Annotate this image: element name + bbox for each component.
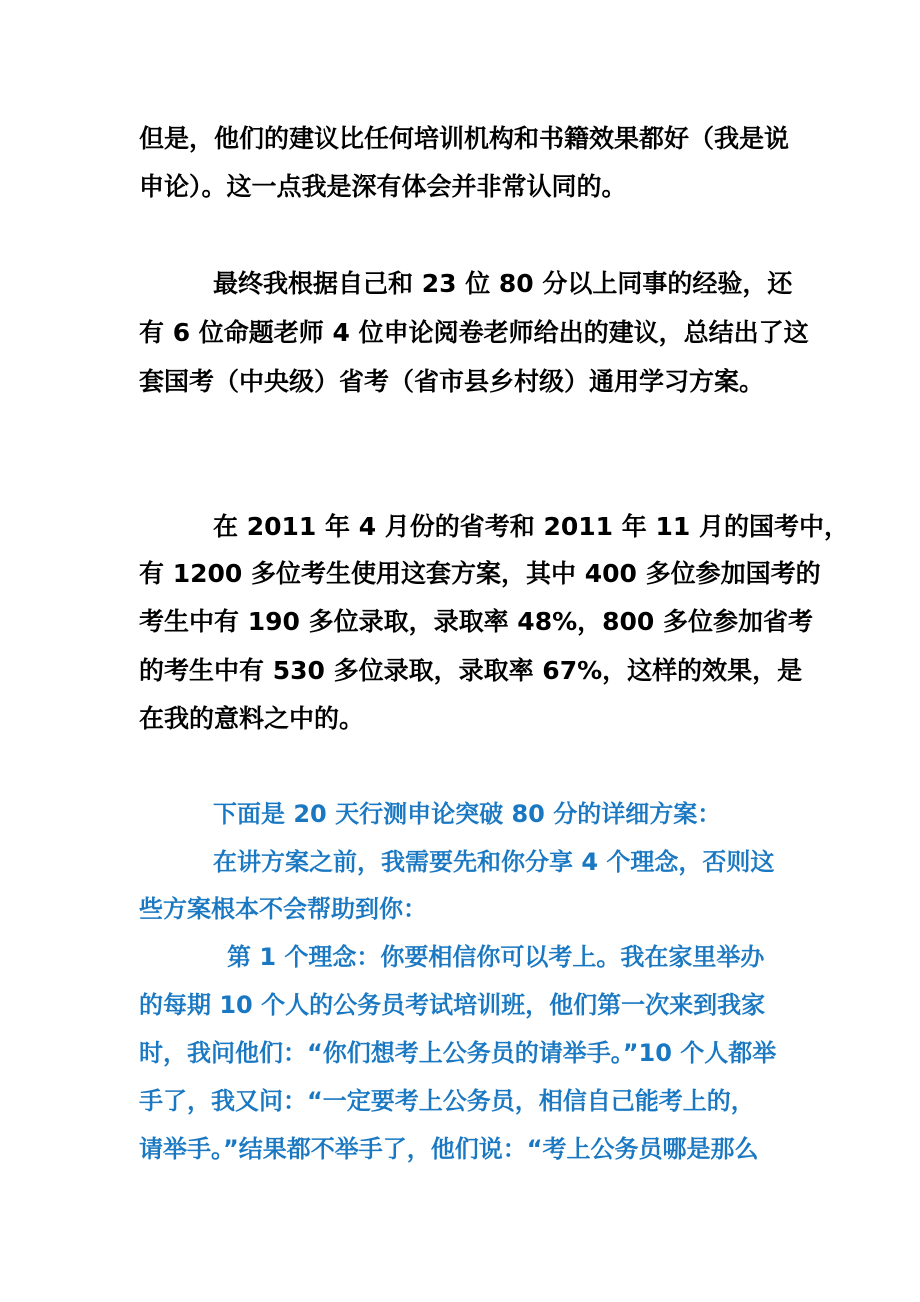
paragraph-2-line-2: 有 6 位命题老师 4 位申论阅卷老师给出的建议，总结出了这 — [139, 318, 809, 347]
paragraph-6-line-4: 手了，我又问：“一定要考上公务员，相信自己能考上的， — [139, 1087, 755, 1115]
paragraph-3-line-2: 有 1200 多位考生使用这套方案，其中 400 多位参加国考的 — [139, 559, 821, 588]
paragraph-2-line-1: 最终我根据自己和 23 位 80 分以上同事的经验，还 — [213, 269, 793, 298]
paragraph-6-line-1: 第 1 个理念：你要相信你可以考上。我在家里举办 — [227, 943, 765, 971]
paragraph-3-line-1: 在 2011 年 4 月份的省考和 2011 年 11 月的国考中， — [213, 512, 849, 541]
paragraph-6-line-3: 时，我问他们：“你们想考上公务员的请举手。”10 个人都举 — [139, 1039, 777, 1067]
plan-intro-line: 下面是 20 天行测申论突破 80 分的详细方案： — [213, 800, 722, 828]
paragraph-2-line-3: 套国考（中央级）省考（省市县乡村级）通用学习方案。 — [139, 367, 765, 396]
paragraph-3-line-3: 考生中有 190 多位录取，录取率 48%，800 多位参加省考 — [139, 607, 814, 636]
paragraph-6-line-2: 的每期 10 个人的公务员考试培训班，他们第一次来到我家 — [139, 991, 766, 1019]
paragraph-3-line-4: 的考生中有 530 多位录取，录取率 67%，这样的效果，是 — [139, 656, 803, 685]
paragraph-6-line-5: 请举手。”结果都不举手了，他们说：“考上公务员哪是那么 — [139, 1135, 759, 1163]
paragraph-1-line-2: 申论）。这一点我是深有体会并非常认同的。 — [139, 172, 627, 201]
paragraph-5-line-1: 在讲方案之前，我需要先和你分享 4 个理念，否则这 — [213, 848, 775, 876]
paragraph-5-line-2: 些方案根本不会帮助到你： — [139, 895, 427, 923]
paragraph-3-line-5: 在我的意料之中的。 — [139, 704, 365, 733]
paragraph-1-line-1: 但是，他们的建议比任何培训机构和书籍效果都好（我是说 — [139, 124, 790, 153]
